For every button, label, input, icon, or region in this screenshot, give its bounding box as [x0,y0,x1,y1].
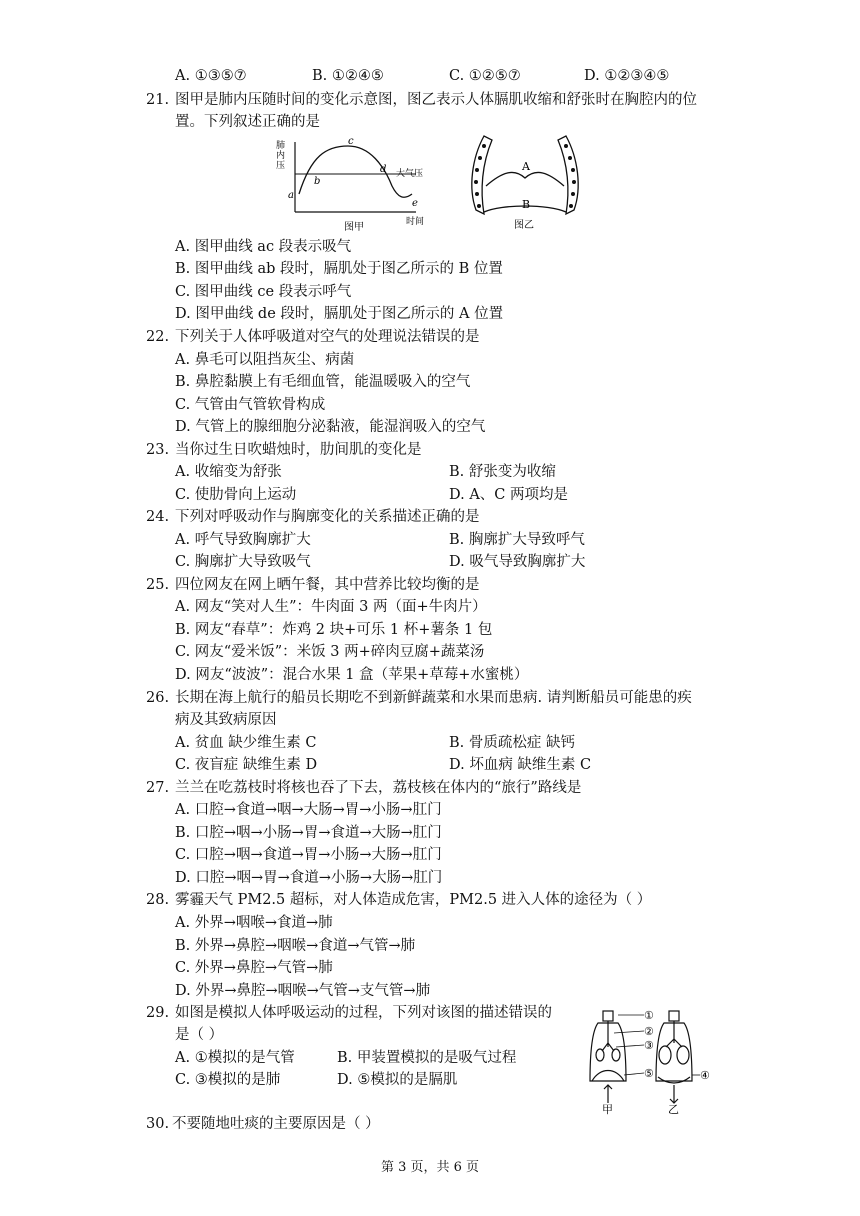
point-d: d [380,164,387,175]
thorax-diagram [462,128,590,232]
option: B. 骨质疏松症 缺钙 [449,735,575,751]
question-stem: 下列关于人体呼吸道对空气的处理说法错误的是 [175,329,480,345]
option: A. 收缩变为舒张 [175,464,282,480]
question-stem: 图甲是肺内压随时间的变化示意图，图乙表示人体膈肌收缩和舒张时在胸腔内的位 [175,92,697,108]
question-number: 22. [146,329,170,345]
option: D. 坏血病 缺维生素 C [449,757,592,773]
diagram-caption: 图乙 [514,220,534,231]
option: C. 使肋骨向上运动 [175,487,297,503]
jar-yi [656,1011,692,1103]
question-number: 28. [146,892,170,908]
question-stem: 兰兰在吃荔枝时将核也吞了下去，荔枝核在体内的“旅行”路线是 [175,780,582,796]
left-rib-wall [472,136,492,214]
q20-option-d: D. ①②③④⑤ [584,68,670,84]
point-c: c [348,136,354,147]
question-number: 25. [146,577,170,593]
question-stem: 不要随地吐痰的主要原因是（ ） [172,1116,380,1132]
label-a: A [522,160,530,173]
option: D. 外界→鼻腔→咽喉→气管→支气管→肺 [175,983,431,999]
option: B. 鼻腔黏膜上有毛细血管，能温暖吸入的空气 [175,374,471,390]
option: A. 口腔→食道→咽→大肠→胃→小肠→肛门 [175,802,442,818]
marker-1: ① [644,1009,654,1022]
question-stem: 四位网友在网上晒午餐，其中营养比较均衡的是 [175,577,480,593]
jar-jia [590,1011,626,1103]
option: A. 图甲曲线 ac 段表示吸气 [175,239,352,255]
q20-option-c: C. ①②⑤⑦ [449,68,521,84]
option: A. 鼻毛可以阻挡灰尘、病菌 [175,352,355,368]
option: B. 口腔→咽→小肠→胃→食道→大肠→肛门 [175,825,442,841]
question-stem: 长期在海上航行的船员长期吃不到新鲜蔬菜和水果而患病. 请判断船员可能患的疾 [175,690,692,706]
question-stem: 置。下列叙述正确的是 [175,114,320,130]
question-number: 21. [146,92,170,108]
y-axis-label-1: 肺 [276,141,286,151]
option: C. 气管由气管软骨构成 [175,397,326,413]
marker-4: ④ [700,1069,710,1082]
option: D. 气管上的腺细胞分泌黏液，能湿润吸入的空气 [175,419,486,435]
option: D. 吸气导致胸廓扩大 [449,554,586,570]
question-number: 30. [146,1116,170,1132]
point-a: a [288,190,294,201]
question-number: 27. [146,780,170,796]
q20-option-b: B. ①②④⑤ [312,68,384,84]
question-stem: 是（ ） [175,1027,224,1043]
option: B. 胸廓扩大导致呼气 [449,532,585,548]
page-footer: 第 3 页，共 6 页 [380,1160,480,1175]
question-stem: 雾霾天气 PM2.5 超标，对人体造成危害，PM2.5 进入人体的途径为（ ） [175,892,652,908]
breathing-model-figure [584,1003,714,1115]
question-number: 24. [146,509,170,525]
question-stem: 下列对呼吸动作与胸廓变化的关系描述正确的是 [175,509,480,525]
option: A. ①模拟的是气管 [175,1050,295,1066]
right-rib-wall [558,136,578,214]
option: D. A、C 两项均是 [449,487,569,503]
chart-caption: 图甲 [344,222,364,232]
option: B. 图甲曲线 ab 段时，膈肌处于图乙所示的 B 位置 [175,261,503,277]
question-stem: 如图是模拟人体呼吸运动的过程，下列对该图的描述错误的 [175,1005,552,1021]
x-axis-label: 时间 [406,217,425,227]
question-number: 29. [146,1005,170,1021]
option: D. ⑤模拟的是膈肌 [337,1072,458,1088]
option: C. 图甲曲线 ce 段表示呼气 [175,284,352,300]
option: C. 网友“爱米饭”：米饭 3 两+碎肉豆腐+蔬菜汤 [175,644,485,660]
marker-3: ③ [644,1039,654,1052]
option: A. 呼气导致胸廓扩大 [175,532,311,548]
question-number: 26. [146,690,170,706]
caption-jia: 甲 [602,1103,613,1115]
y-axis-label-2: 内 [276,151,286,161]
option: B. 甲装置模拟的是吸气过程 [337,1050,517,1066]
label-b: B [522,198,531,211]
lung-pressure-chart [266,136,456,232]
option: A. 网友“笑对人生”：牛肉面 3 两（面+牛肉片） [175,599,487,615]
option: D. 口腔→咽→胃→食道→小肠→大肠→肛门 [175,870,443,886]
leader-lines [614,1015,700,1075]
option: C. 夜盲症 缺维生素 D [175,757,318,773]
point-e: e [412,198,418,209]
option: C. 口腔→咽→食道→胃→小肠→大肠→肛门 [175,847,442,863]
marker-5: ⑤ [644,1067,654,1080]
diaphragm-a [486,172,564,186]
option: A. 外界→咽喉→食道→肺 [175,915,333,931]
option: A. 贫血 缺少维生素 C [175,735,317,751]
option: B. 网友“春草”：炸鸡 2 块+可乐 1 杯+薯条 1 包 [175,622,493,638]
option: C. 外界→鼻腔→气管→肺 [175,960,333,976]
question-number: 23. [146,442,170,458]
question-stem: 病及其致病原因 [175,712,277,728]
question-stem: 当你过生日吹蜡烛时，肋间肌的变化是 [175,442,422,458]
atmospheric-label: 大气压 [396,169,424,179]
marker-2: ② [644,1025,654,1038]
y-axis-label-3: 压 [276,161,286,171]
option: B. 舒张变为收缩 [449,464,556,480]
option: C. 胸廓扩大导致吸气 [175,554,311,570]
option: D. 网友“波波”：混合水果 1 盒（苹果+草莓+水蜜桃） [175,667,529,683]
option: B. 外界→鼻腔→咽喉→食道→气管→肺 [175,938,416,954]
q20-option-a: A. ①③⑤⑦ [175,68,247,84]
caption-yi: 乙 [668,1103,679,1115]
point-b: b [314,176,321,187]
option: D. 图甲曲线 de 段时，膈肌处于图乙所示的 A 位置 [175,306,504,322]
option: C. ③模拟的是肺 [175,1072,281,1088]
